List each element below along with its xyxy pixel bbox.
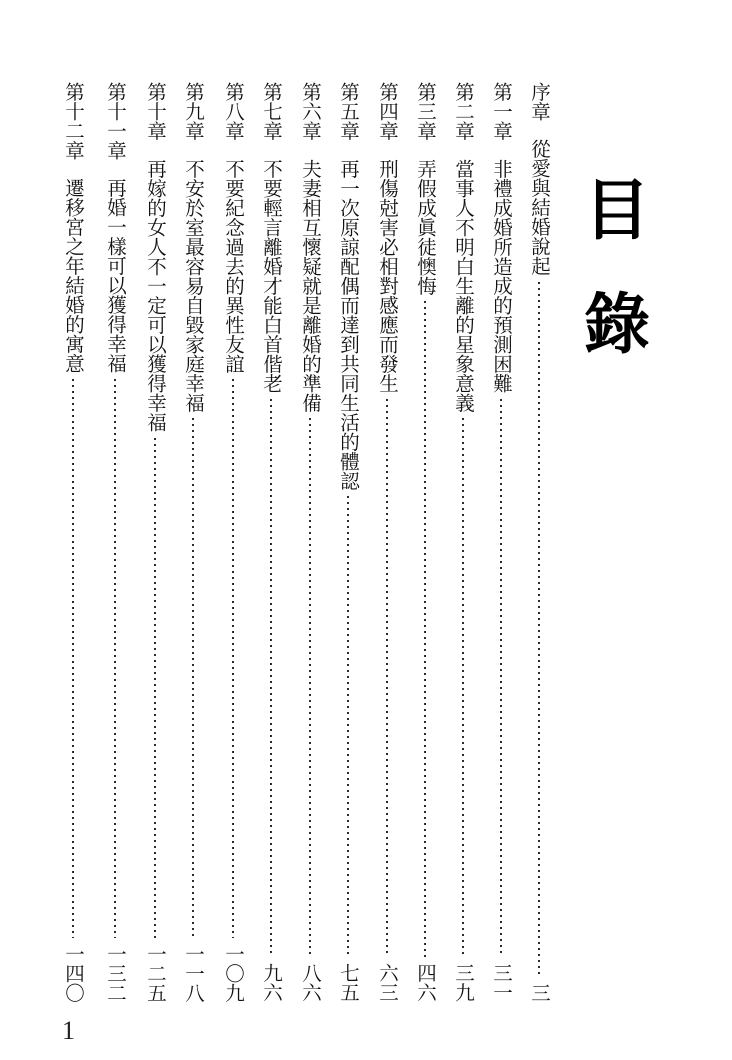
entry-page: 八六: [299, 963, 322, 1002]
leader-dots: [270, 397, 272, 958]
leader-dots: [114, 377, 116, 938]
entry-label: 第八章: [222, 82, 245, 141]
leader-dots: [462, 416, 464, 957]
leader-dots: [386, 397, 388, 958]
entry-title: 從愛與結婚說起: [528, 139, 551, 276]
leader-dots: [192, 416, 194, 938]
entry-page: 一四〇: [62, 943, 85, 1002]
entry-label: 第六章: [299, 82, 322, 141]
entry-label: 第十二章: [62, 82, 85, 160]
toc-entry: [218, 82, 248, 1002]
entry-page: 三一: [490, 963, 513, 1002]
entry-title: 非禮成婚所造成的預測困難: [490, 158, 513, 393]
leader-dots: [309, 416, 311, 957]
entry-page: 六三: [376, 963, 399, 1002]
entry-label: 第九章: [182, 82, 205, 141]
entry-page: 一一八: [182, 943, 205, 1002]
entry-title: 再婚一樣可以獲得幸福: [104, 178, 127, 373]
toc-entry: [372, 82, 402, 1002]
entry-label: 第一章: [490, 82, 513, 141]
entry-title: 再一次原諒配偶而達到共同生活的體認: [337, 158, 360, 490]
entry-title: 不安於室最容易自毀家庭幸福: [182, 158, 205, 412]
entry-page: 四六: [414, 963, 437, 1002]
heading-char-mu: 目: [584, 172, 650, 249]
entry-label: 第三章: [414, 82, 437, 141]
toc-entry: [58, 82, 88, 1002]
entry-title: 當事人不明白生離的星象意義: [452, 158, 475, 412]
entry-title: 不要紀念過去的異性友誼: [222, 158, 245, 373]
toc-entry: [256, 82, 286, 1002]
toc-list: [0, 82, 732, 1002]
leader-dots: [232, 377, 234, 938]
entry-label: 第二章: [452, 82, 475, 141]
toc-entry: [295, 82, 325, 1002]
entry-label: 第五章: [337, 82, 360, 141]
toc-entry: [524, 82, 554, 1002]
entry-page: 九六: [260, 963, 283, 1002]
toc-entry: [100, 82, 130, 1002]
entry-page: 三: [528, 982, 551, 1002]
entry-label: 第七章: [260, 82, 283, 141]
leader-dots: [424, 299, 426, 957]
entry-page: 一〇九: [222, 943, 245, 1002]
toc-entry: [140, 82, 170, 1002]
entry-title: 刑傷尅害必相對感應而發生: [376, 158, 399, 393]
leader-dots: [500, 397, 502, 958]
entry-page: 七五: [337, 963, 360, 1002]
entry-label: 第十章: [144, 82, 167, 141]
entry-title: 再嫁的女人不一定可以獲得幸福: [144, 158, 167, 432]
entry-page: 一二五: [144, 943, 167, 1002]
toc-entry: [410, 82, 440, 1002]
leader-dots: [347, 494, 349, 957]
entry-page: 一三二: [104, 943, 127, 1002]
entry-title: 弄假成眞徒懊悔: [414, 158, 437, 295]
entry-title: 不要輕言離婚才能白首偕老: [260, 158, 283, 393]
toc-entry: [448, 82, 478, 1002]
entry-title: 遷移宮之年結婚的寓意: [62, 178, 85, 373]
entry-label: 第十一章: [104, 82, 127, 160]
entry-label: 第四章: [376, 82, 399, 141]
leader-dots: [154, 436, 156, 938]
leader-dots: [538, 280, 540, 977]
heading-char-lu: 錄: [584, 286, 650, 363]
leader-dots: [72, 377, 74, 938]
entry-title: 夫妻相互懷疑就是離婚的準備: [299, 158, 322, 412]
toc-entry: [178, 82, 208, 1002]
page-number: 1: [62, 1016, 75, 1045]
entry-page: 三九: [452, 963, 475, 1002]
toc-entry: [333, 82, 363, 1002]
toc-entry: [486, 82, 516, 1002]
entry-label: 序章: [528, 82, 551, 121]
